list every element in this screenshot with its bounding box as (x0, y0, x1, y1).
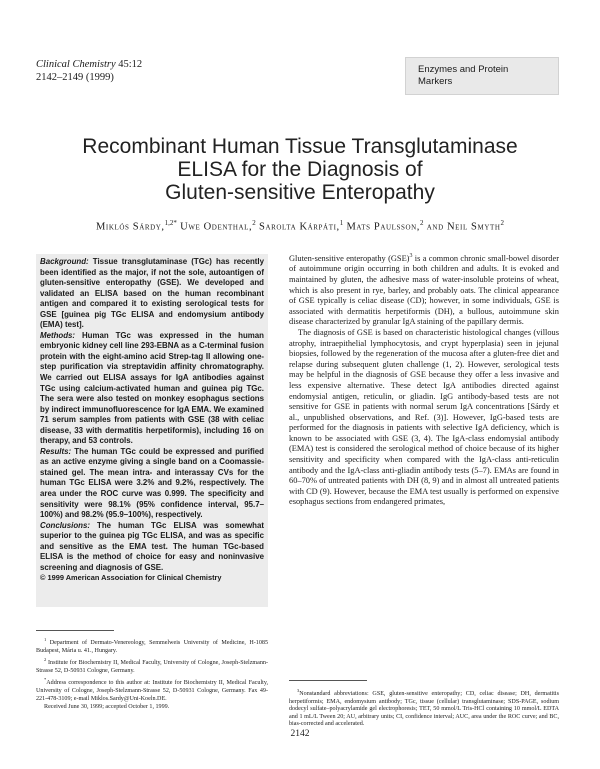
footnote-text: Address correspondence to this author at: Institute for Biochemistry II, Medical Faculty, University of Cologne, Joseph-Stelzmann-Strasse 52, D-50931 Cologne, Germany. Fax 49-221-478-3109; e-mail Miklos.Sardy@Uni-Koeln.DE. (36, 680, 268, 702)
abstract-label: Methods: (40, 330, 76, 340)
journal-volume: 45:12 (118, 59, 143, 70)
footnote (36, 676, 268, 703)
journal-citation (36, 58, 142, 84)
footnote-ref: 3 (409, 253, 413, 259)
abstract-results (40, 447, 264, 521)
journal-pages-year: 2142–2149 (1999) (36, 72, 114, 83)
body-text-right (289, 251, 559, 508)
footnote (36, 656, 268, 675)
author-affiliation: 1 (339, 219, 344, 227)
abstract-label: Conclusions: (40, 520, 90, 530)
copyright-line: © 1999 American Association for Clinical Chemistry (40, 573, 222, 583)
footnote-divider-right (289, 680, 367, 681)
footnote-text: Department of Dermato-Venereology, Semmelweis University of Medicine, H-1085 Budapest, Mária u. 41., Hungary. (36, 640, 268, 654)
abstract-label: Results: (40, 446, 72, 456)
footnote (36, 636, 268, 655)
footnote-mark: 3 (297, 688, 300, 693)
section-label (405, 57, 559, 95)
body-text: is a common chronic small-bowel disorder of autoimmune origin occurring in both children and adults. It is evoked and maintained by gluten, the adhesive mass of water-insoluble proteins of wheat, which is also present in rye, barley, and probably oats. The clinical appearance of GSE typically is celiac disease (CD); however, in some individuals, GSE is associated with dermatitis herpetiformis (DH), a bullous, autoimmune skin disease characterized by granular IgA staining of the papillary dermis. (289, 253, 559, 327)
author-name: Miklós Sárdy, (95, 221, 165, 233)
footnote-abbreviations (289, 687, 559, 729)
journal-name: Clinical Chemistry (36, 59, 116, 70)
abstract-text: The human TGc ELISA was somewhat superior to the guinea pig TGc ELISA, and was as specific and sensitive as the EMA test. The human TGc-based ELISA is the method of choice for easy and noninvasive screening and diagnosis of GSE. (40, 520, 264, 572)
author-name: and Neil Smyth (423, 221, 501, 233)
abstract-background (40, 257, 264, 331)
abstract-label: Background: (40, 257, 89, 266)
footnotes-left (36, 636, 268, 713)
footnote-mark: 1 (44, 637, 47, 642)
abstract-box (36, 254, 268, 607)
abstract-text: The human TGc could be expressed and purified as an active enzyme giving a single band on a Coomassie-stained gel. The mean intra- and interassay CVs for the human TGc ELISA were 3.2% and 9.2%, respectively. The area under the ROC curve was 0.999. The specificity and sensitivity were 98.1% (95% confidence interval, 95.7–100%) and 98.2% (95.9–100%), respectively. (40, 446, 264, 520)
title-line-3: Gluten-sensitive Enteropathy (165, 181, 435, 204)
abstract-conclusions (40, 521, 264, 574)
footnote-mark: 2 (44, 657, 47, 663)
section-label-line1: Enzymes and Protein (418, 64, 509, 75)
body-paragraph-1 (289, 251, 559, 328)
body-paragraph-2: The diagnosis of GSE is based on characteristic histological changes (villous atrophy, intraepithelial lymphocytosis, and crypt hyperplasia) seen in jejunal biopsies, followed by the regeneration of the mucosa after a gluten-free diet and relapse during subsequent gluten challenge (1, 2). However, serological tests may be helpful in the diagnosis of GSE because they offer a less invasive and less expensive alternative. These detect IgA antibodies directed against endomysial antigen, reticulin, or gliadin. IgG antibody-based tests are not sensitive for GSE in patients with normal serum IgA concentrations [Sárdy et al., unpublished observations, and Ref. (3)]. However, IgG-based tests are performed for the diagnosis in patients with selective IgA deficiency, which is known to be associated with GSE (3, 4). The IgA-class endomysial antibody (EMA) test is considered the serological method of choice because of its higher sensitivity and specificity when compared with the IgA-class anti-reticulin antibody and the IgA-class anti-gliadin antibody tests (5–7). EMAs are found in 60–70% of untreated patients with DH (8, 9) and in almost all untreated patients with CD (9). However, because the EMA test usually is performed on expensive esophagus sections from endangered primates, (289, 327, 559, 507)
author-name: Sarolta Kárpáti, (255, 221, 340, 233)
author-name: Uwe Odenthal, (176, 221, 253, 233)
footnote-text: Received June 30, 1999; accepted October 1, 1999. (44, 704, 170, 711)
body-text: Gluten-sensitive enteropathy (GSE) (289, 253, 410, 263)
author-name: Mats Paulsson, (343, 221, 421, 233)
footnote-divider-left (36, 630, 114, 631)
author-affiliation: 1,2* (164, 219, 177, 227)
abstract-methods (40, 331, 264, 447)
title-line-1: Recombinant Human Tissue Transglutaminase (82, 135, 518, 158)
page-number: 2142 (290, 729, 310, 739)
abstract-text: Human TGc was expressed in the human embryonic kidney cell line 293-EBNA as a C-terminal fusion protein with the eight-amino acid Strep-tag II allowing one-step purification via streptavidin affinity chromatography. We carried out ELISA assays for IgA antibodies against TGc using calcium-activated human and guinea pig TGc. The sera were also tested on monkey esophagus sections by indirect immunofluorescence for IgA EMA. We examined 71 serum samples from patients with GSE (38 with celiac disease, 33 with dermatitis herpetiformis), including 16 on therapy, and 53 controls. (40, 330, 264, 446)
footnote-text: Institute for Biochemistry II, Medical Faculty, University of Cologne, Joseph-Stelzmann-Strasse 52, D-50931 Cologne, Germany. (36, 660, 268, 674)
footnote (36, 704, 268, 712)
article-title (30, 135, 570, 204)
title-line-2: ELISA for the Diagnosis of (177, 158, 423, 181)
footnote-text: Nonstandard abbreviations: GSE, gluten-sensitive enteropathy; CD, celiac disease; DH, dermatitis herpetiformis; EMA, endomysium antibody; TGc, tissue (cellular) transglutaminase; SDS-PAGE, sodium dodecyl sulfate–polyacrylamide gel electrophoresis; TET, 50 mmol/L Tris-HCl containing 10 mmol/L EDTA and 1 mL/L Tween 20; AU, arbitrary units; CI, confidence interval; AUC, area under the ROC curve; and BC, bias-corrected and accelerated. (289, 691, 559, 728)
footnote-mark: * (44, 677, 47, 683)
section-label-line2: Markers (418, 76, 453, 87)
author-list (30, 219, 570, 233)
author-affiliation: 2 (500, 219, 505, 227)
author-affiliation: 2 (252, 219, 256, 227)
abstract-text: Tissue transglutaminase (TGc) has recently been identified as the major, if not the sole, autoantigen of gluten-sensitive enteropathy (GSE). We developed and validated an ELISA based on the human recombinant antigen and compared it to existing serological tests for GSE [guinea pig TGc ELISA and endomysium antibody (EMA) test]. (40, 257, 264, 330)
author-affiliation: 2 (420, 219, 424, 227)
